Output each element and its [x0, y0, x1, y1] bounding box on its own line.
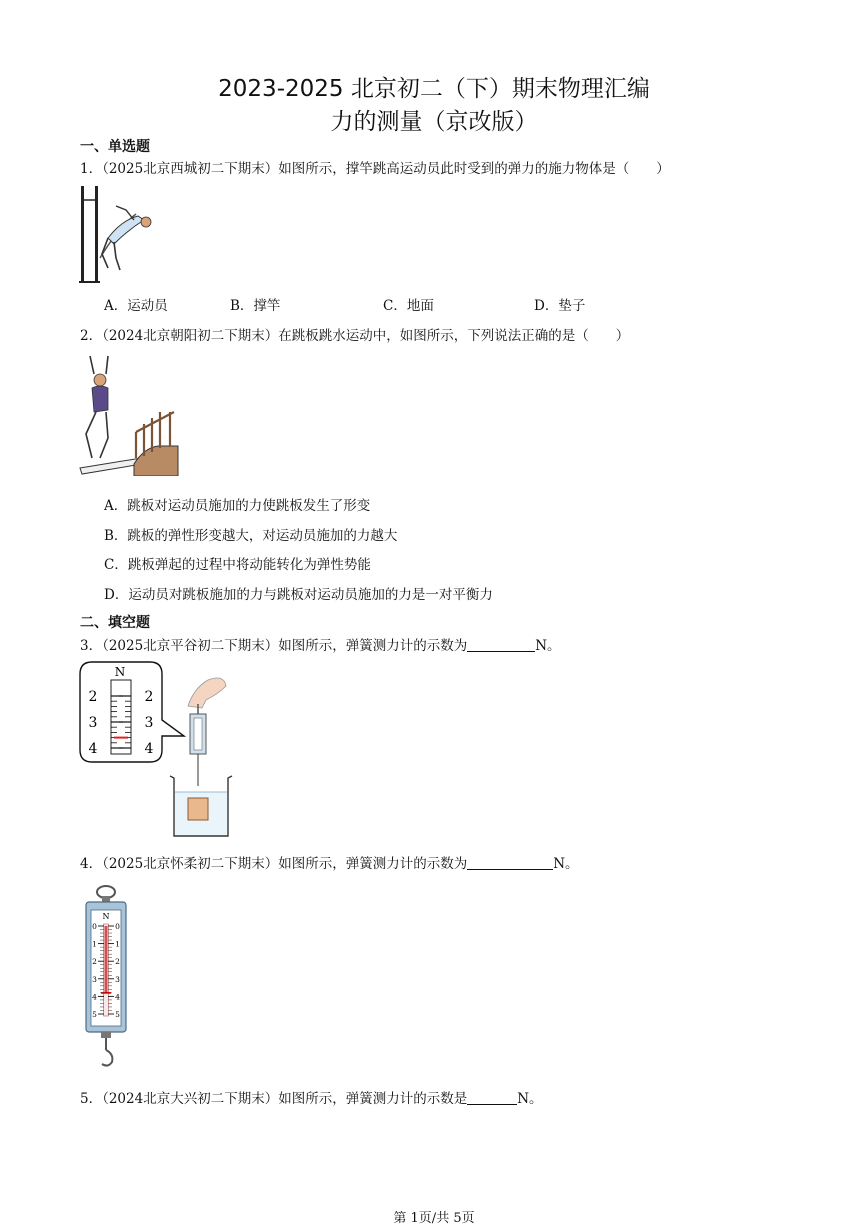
tick-label-left: 2 [88, 689, 98, 705]
tick-label-left: 0 [92, 922, 97, 931]
q2-option-c: C．跳板弹起的过程中将动能转化为弹性势能 [104, 557, 371, 573]
tick-label-right: 3 [144, 715, 154, 731]
tick-label-left: 1 [92, 939, 97, 949]
tick-label-right: 2 [144, 689, 154, 705]
question-number: 5． [80, 1091, 103, 1107]
question-source: （2025北京平谷初二下期末） [102, 638, 279, 654]
tick-label-right: 1 [115, 939, 120, 949]
question-source: （2025北京西城初二下期末） [102, 161, 279, 177]
question-unit: N。 [517, 1091, 543, 1107]
tick-label-right: 4 [115, 992, 120, 1002]
answer-blank[interactable] [467, 637, 535, 652]
spring-scale-figure [80, 884, 132, 1070]
tick-label-right: 4 [144, 741, 154, 757]
question-text: 如图所示，弹簧测力计的示数为 [278, 638, 468, 654]
question-text: 如图所示，弹簧测力计的示数是 [278, 1091, 468, 1107]
question-source: （2025北京怀柔初二下期末） [102, 856, 279, 872]
gauge-unit-label: N [102, 912, 110, 921]
page-footer: 第 1页/共 5页 [393, 1211, 475, 1226]
q1-option-c: C．地面 [383, 298, 434, 314]
question-number: 3． [80, 638, 103, 654]
question-number: 4． [80, 856, 103, 872]
gauge-indicator-fill [105, 926, 108, 993]
q1-option-d: D．垫子 [534, 298, 586, 314]
question-5 [80, 1087, 543, 1107]
tick-label-left: 4 [88, 741, 98, 757]
question-unit: N。 [553, 856, 579, 872]
q2-option-d: D．运动员对跳板施加的力与跳板对运动员施加的力是一对平衡力 [104, 587, 493, 603]
answer-blank[interactable] [467, 855, 553, 870]
section-heading-fill-blank: 二、填空题 [80, 615, 150, 631]
tick-label-right: 2 [115, 957, 120, 967]
document-subtitle: 力的测量（京改版） [330, 109, 538, 135]
springboard-diving-figure [78, 348, 182, 476]
pole-vault-figure [78, 180, 160, 284]
question-source: （2024北京朝阳初二下期末） [102, 328, 279, 344]
question-1 [80, 157, 670, 177]
tick-label-left: 5 [92, 1010, 97, 1019]
tick-label-left: 3 [92, 974, 97, 984]
tick-label-right: 3 [115, 974, 120, 984]
question-3 [80, 634, 561, 654]
question-source: （2024北京大兴初二下期末） [102, 1091, 279, 1107]
answer-blank[interactable] [467, 1090, 517, 1105]
gauge-unit-label: N [114, 665, 126, 679]
question-text: 如图所示，撑竿跳高运动员此时受到的弹力的施力物体是（ ） [278, 161, 670, 177]
spring-scale-beaker-figure [78, 660, 240, 840]
question-unit: N。 [535, 638, 561, 654]
q2-option-a: A．跳板对运动员施加的力使跳板发生了形变 [104, 498, 371, 514]
question-4 [80, 852, 579, 872]
document-title: 2023-2025 北京初二（下）期末物理汇编 [218, 76, 650, 102]
tick-label-left: 2 [92, 957, 97, 967]
q1-option-a: A．运动员 [104, 298, 168, 314]
tick-label-left: 3 [88, 715, 98, 731]
question-2 [80, 324, 629, 344]
tick-label-left: 4 [92, 992, 97, 1002]
q1-option-b: B．撑竿 [230, 298, 281, 314]
tick-label-right: 0 [115, 922, 120, 931]
question-text: 在跳板跳水运动中，如图所示，下列说法正确的是（ ） [278, 328, 630, 344]
q2-option-b: B．跳板的弹性形变越大，对运动员施加的力越大 [104, 528, 398, 544]
section-heading-single-choice: 一、单选题 [80, 139, 150, 155]
question-number: 1． [80, 161, 103, 177]
question-text: 如图所示，弹簧测力计的示数为 [278, 856, 468, 872]
tick-label-right: 5 [115, 1010, 120, 1019]
question-number: 2． [80, 328, 103, 344]
